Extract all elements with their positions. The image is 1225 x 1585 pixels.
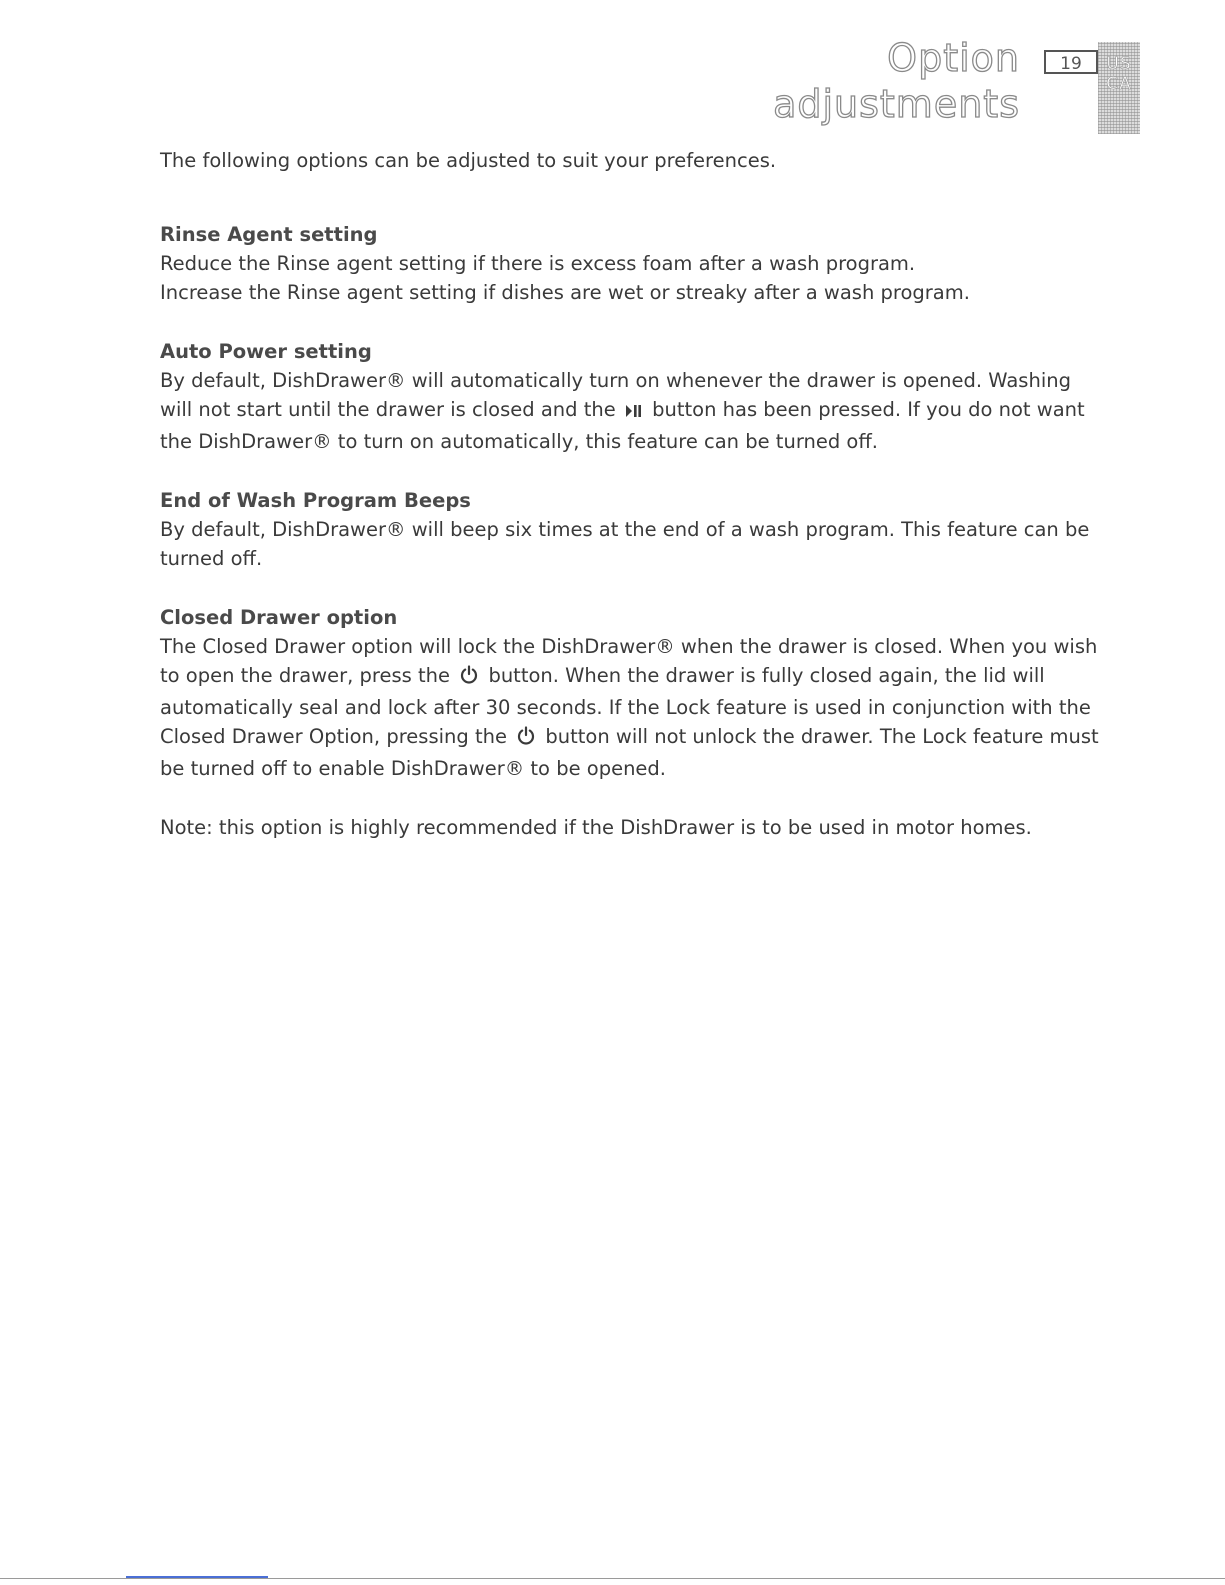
intro-text: The following options can be adjusted to suit your preferences. [160,149,777,172]
paragraph-text: button. When the drawer is fully closed again, the lid will automatically seal and lock after 30 seconds. If the Lock feature is used in conjunction with the Closed Drawer Option, pressing the [160,664,1091,748]
paragraph [160,366,1100,456]
section-closed-drawer [160,603,1100,783]
note-text: Note: this option is highly recommended if the DishDrawer is to be used in motor homes. [160,816,1032,839]
paragraph: By default, DishDrawer® will beep six times at the end of a wash program. This feature can be turned off. [160,518,1090,570]
section-heading: Rinse Agent setting [160,223,378,246]
section-heading: End of Wash Program Beeps [160,489,471,512]
paragraph-line: Reduce the Rinse agent setting if there is excess foam after a wash program. [160,252,916,275]
footer-rule [0,1578,1225,1579]
section-rinse-agent [160,220,1100,307]
paragraph [160,632,1100,783]
section-end-of-wash-beeps [160,486,1100,573]
page-title: Option adjustments [773,36,1020,126]
paragraph-line: Increase the Rinse agent setting if dishes are wet or streaky after a wash program. [160,281,970,304]
power-icon [459,664,479,693]
paragraph-text: The Closed Drawer option will lock the DishDrawer® when the drawer is closed. When you wish to open the drawer, press the [160,635,1098,687]
section-heading: Closed Drawer option [160,606,398,629]
footer-accent-mark [126,1576,268,1578]
play-pause-icon [625,398,643,427]
page-content [160,146,1100,842]
power-icon [516,725,536,754]
page-number: 19 [1044,50,1098,74]
paragraph-text: By default, DishDrawer® will automatically turn on whenever the drawer is opened. Washing will not start until the drawer is closed and the [160,369,1071,421]
paragraph-text: button has been pressed. If you do not want the DishDrawer® to turn on automatically, this feature can be turned off. [160,398,1085,453]
paragraph-text: button will not unlock the drawer. The Lock feature must be turned off to enable DishDrawer® to be opened. [160,725,1099,780]
section-heading: Auto Power setting [160,340,372,363]
region-tab-label: US CA [1106,54,1132,94]
section-auto-power [160,337,1100,456]
